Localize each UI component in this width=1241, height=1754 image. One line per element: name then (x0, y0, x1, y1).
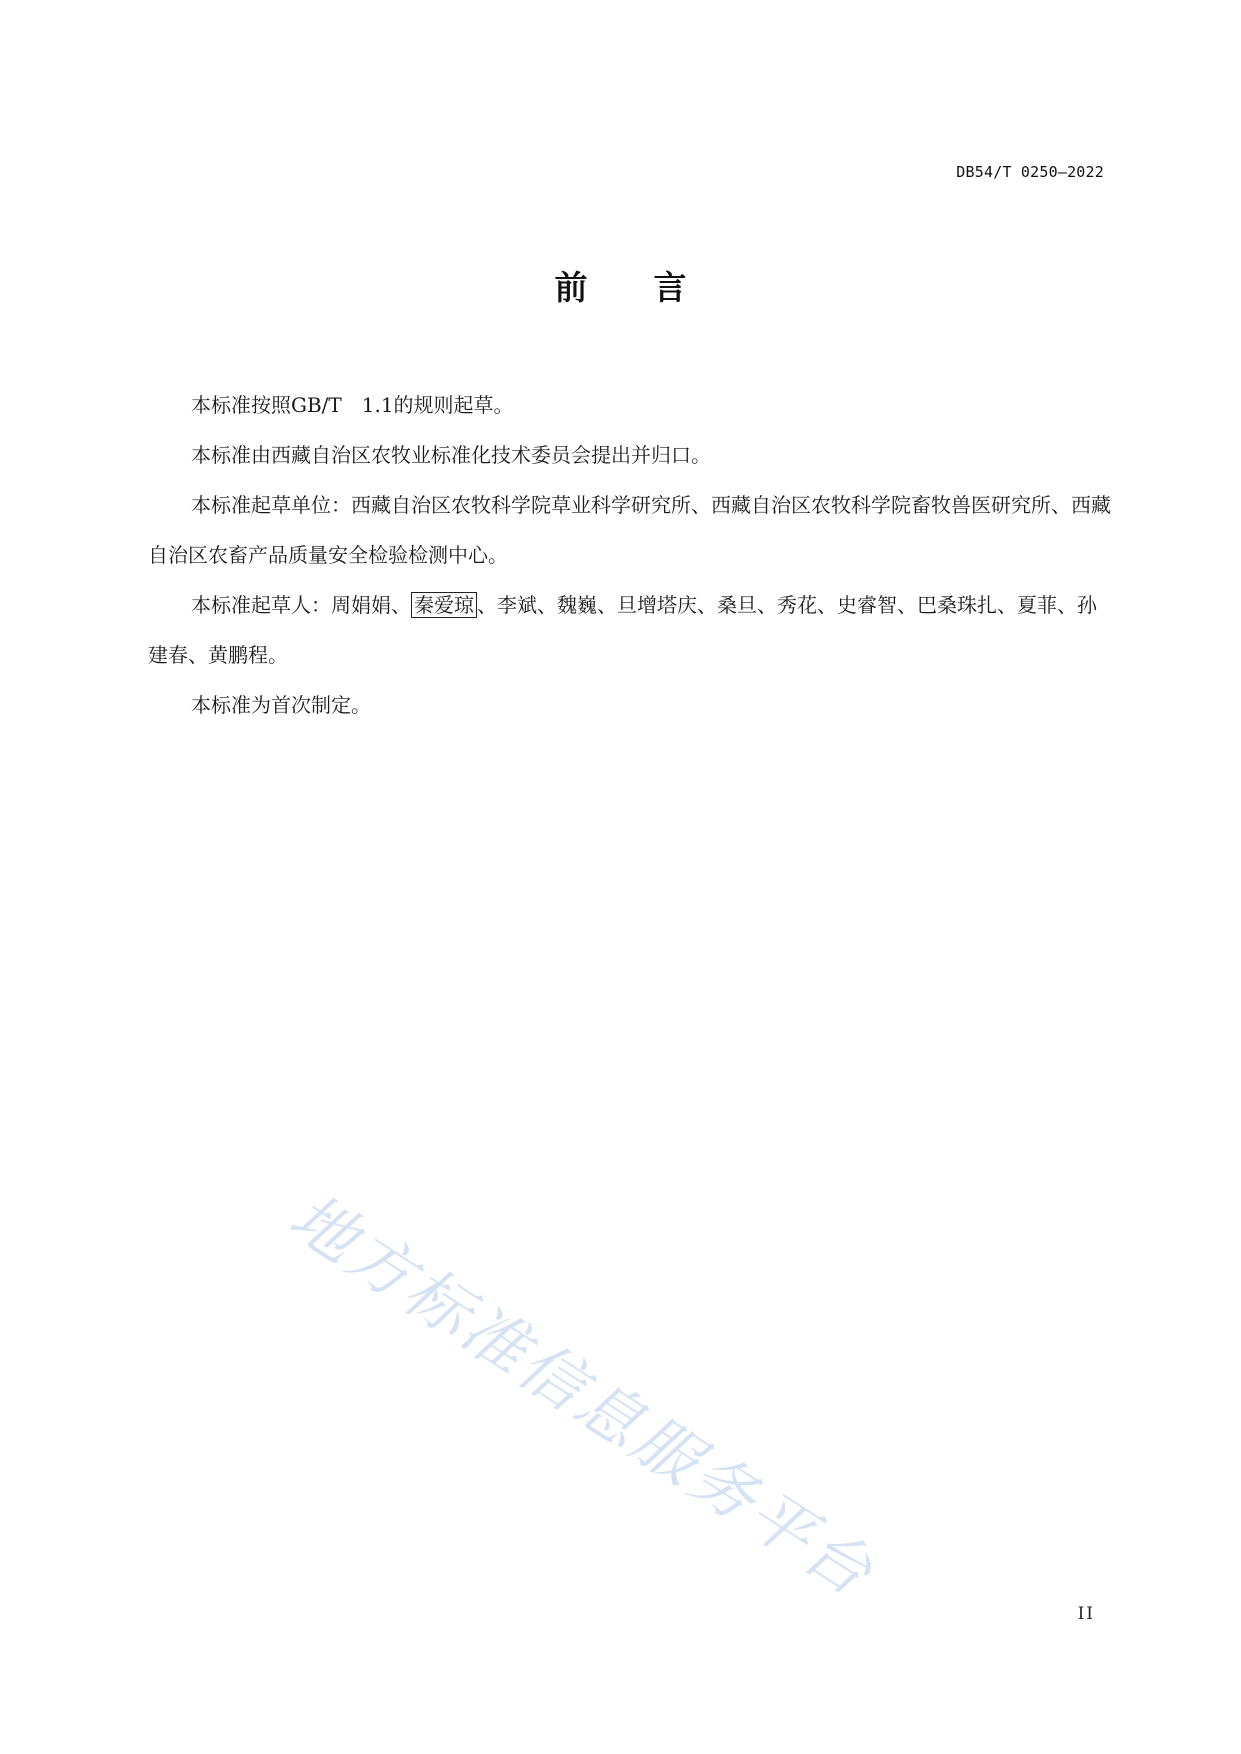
drafters-text-after: 、李斌、魏巍、旦增塔庆、桑旦、秀花、史睿智、巴桑珠扎、夏菲、孙建春、黄鹏程。 (148, 593, 1097, 667)
paragraph-drafters (148, 580, 1113, 680)
foreword-body (148, 380, 1113, 730)
paragraph-drafting-units: 本标准起草单位：西藏自治区农牧科学院草业科学研究所、西藏自治区农牧科学院畜牧兽医研究所、西藏自治区农畜产品质量安全检验检测中心。 (148, 493, 1111, 567)
title-char-1: 前 (554, 268, 588, 307)
page-title (0, 262, 1241, 309)
paragraph-proposer: 本标准由西藏自治区农牧业标准化技术委员会提出并归口。 (191, 443, 711, 467)
page-number: II (1077, 1604, 1095, 1624)
paragraph-first-edition: 本标准为首次制定。 (191, 693, 371, 717)
drafters-text-before: 本标准起草人：周娟娟、 (191, 593, 411, 617)
paragraph-drafting-rules: 本标准按照GB/T 1.1的规则起草。 (191, 393, 514, 417)
document-code: DB54/T 0250—2022 (956, 163, 1104, 181)
drafter-name-boxed: 秦爱琼 (411, 592, 477, 618)
watermark: 地方标准信息服务平台 (276, 1180, 888, 1613)
title-char-2: 言 (653, 268, 687, 307)
